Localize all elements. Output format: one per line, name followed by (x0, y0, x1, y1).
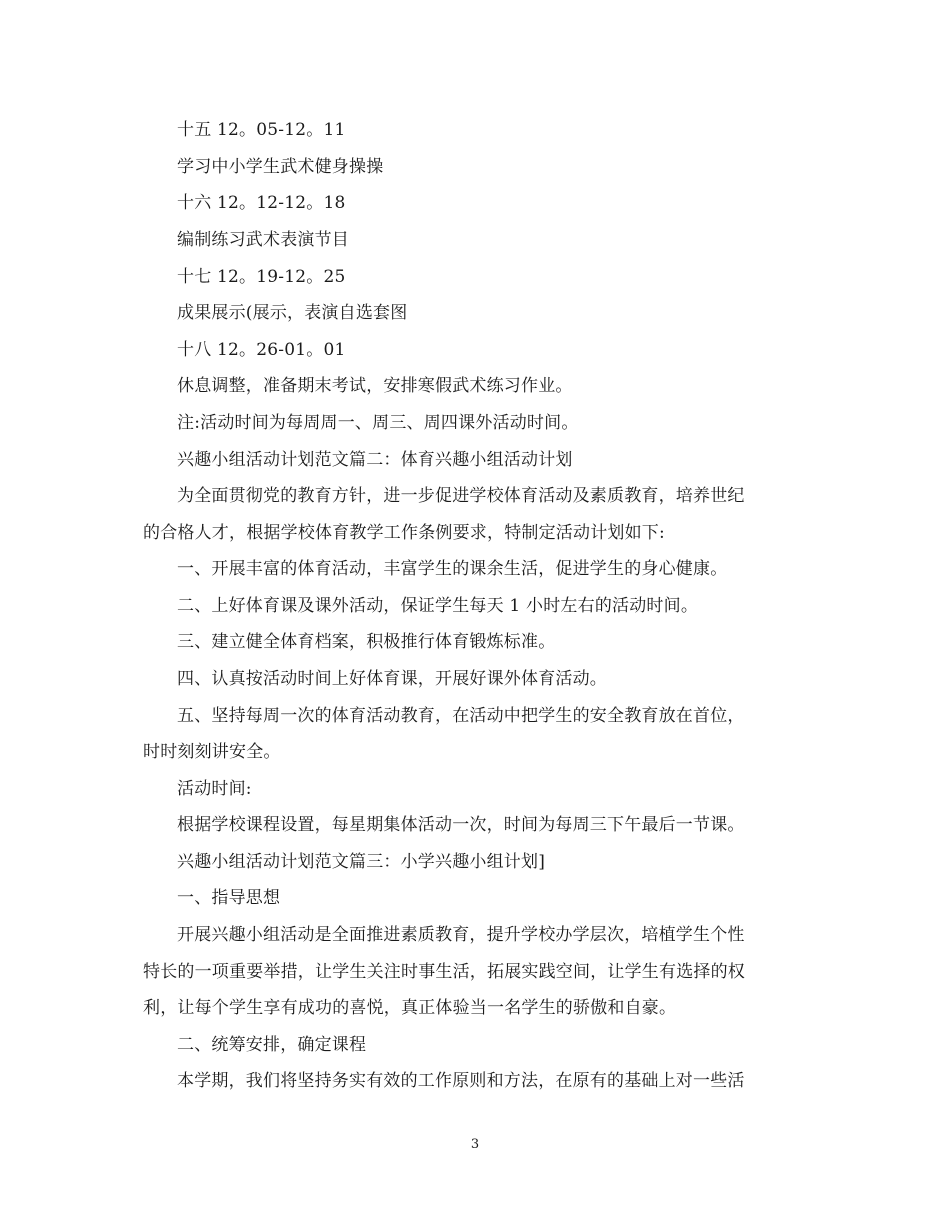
text-line: 五、坚持每周一次的体育活动教育，在活动中把学生的安全教育放在首位， (177, 706, 745, 726)
text-line: 开展兴趣小组活动是全面推进素质教育，提升学校办学层次，培植学生个性 (177, 925, 745, 945)
text-line: 活动时间: (177, 779, 252, 799)
text-line: 休息调整，准备期末考试，安排寒假武术练习作业。 (177, 376, 573, 396)
text-line: 特长的一项重要举措，让学生关注时事生活，拓展实践空间，让学生有选择的权 (143, 962, 745, 982)
text-line: 三、建立健全体育档案，积极推行体育锻炼标准。 (177, 632, 556, 652)
text-line: 十七 12。19-12。25 (177, 267, 346, 287)
text-line: 二、上好体育课及课外活动，保证学生每天 1 小时左右的活动时间。 (177, 596, 699, 616)
text-line: 为全面贯彻党的教育方针，进一步促进学校体育活动及素质教育，培养世纪 (177, 486, 745, 506)
text-line: 一、开展丰富的体育活动，丰富学生的课余生活，促进学生的身心健康。 (177, 559, 728, 579)
text-line: 根据学校课程设置，每星期集体活动一次，时间为每周三下午最后一节课。 (177, 815, 745, 835)
text-line: 注:活动时间为每周周一、周三、周四课外活动时间。 (177, 413, 579, 433)
text-line: 十八 12。26-01。01 (177, 340, 346, 360)
text-line: 十六 12。12-12。18 (177, 193, 346, 213)
section-heading: 兴趣小组活动计划范文篇二：体育兴趣小组活动计划 (177, 450, 573, 470)
text-line: 一、指导思想 (177, 888, 281, 908)
text-line: 编制练习武术表演节目 (177, 230, 349, 250)
text-line: 十五 12。05-12。11 (177, 120, 346, 140)
text-line: 学习中小学生武术健身操操 (177, 157, 384, 177)
text-line: 本学期，我们将坚持务实有效的工作原则和方法，在原有的基础上对一些活 (177, 1071, 745, 1091)
text-line: 成果展示(展示，表演自选套图 (177, 303, 408, 323)
page-number: 3 (470, 1137, 480, 1152)
text-line: 二、统筹安排，确定课程 (177, 1035, 367, 1055)
text-line: 四、认真按活动时间上好体育课，开展好课外体育活动。 (177, 669, 607, 689)
text-line: 的合格人才，根据学校体育教学工作条例要求，特制定活动计划如下: (143, 523, 665, 543)
section-heading: 兴趣小组活动计划范文篇三：小学兴趣小组计划] (177, 852, 546, 872)
text-line: 利，让每个学生享有成功的喜悦，真正体验当一名学生的骄傲和自豪。 (143, 998, 677, 1018)
text-line: 时时刻刻讲安全。 (143, 742, 281, 762)
